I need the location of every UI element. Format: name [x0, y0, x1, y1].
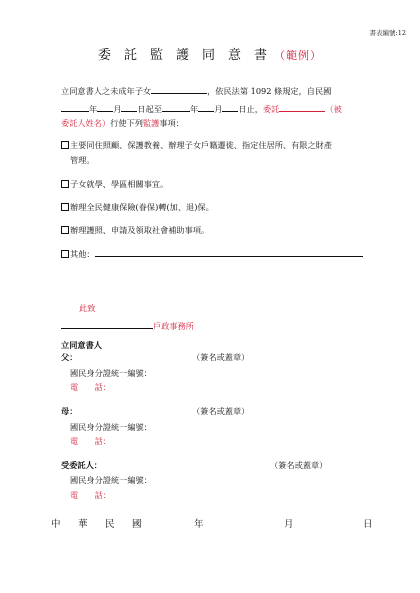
- mother-id-label: 國民身分證統一編號：: [70, 422, 152, 432]
- month-label: 月: [214, 104, 223, 114]
- entrustee-name-blank: [279, 102, 325, 112]
- entrustee-label: 受委託人：: [61, 460, 102, 470]
- father-id-label: 國民身分證統一編號：: [70, 368, 152, 378]
- parties-header: 立同意書人: [61, 340, 102, 350]
- title-main: 委託監護同意書: [97, 48, 280, 63]
- item-label: 其他：: [70, 249, 95, 259]
- month-label: 月: [113, 104, 122, 114]
- item-checkbox[interactable]: [61, 226, 69, 234]
- item-checkbox[interactable]: [61, 203, 69, 211]
- year-from-blank: [61, 102, 89, 112]
- child-name-blank: [151, 84, 207, 94]
- father-phone-label: 電 話：: [70, 382, 111, 392]
- document-title: [0, 44, 420, 63]
- item-row-2: [61, 178, 168, 191]
- intro-line-1: [61, 84, 331, 98]
- date-month: 月: [284, 519, 294, 530]
- year-label: 年: [89, 104, 98, 114]
- item-label: 辦理全民健康保險(眷保)轉(加、退)保。: [70, 202, 214, 212]
- item-checkbox[interactable]: [61, 180, 69, 188]
- date-year: 年: [194, 519, 204, 530]
- entrustee-sign: （簽名或蓋章）: [270, 460, 328, 470]
- item-checkbox[interactable]: [61, 141, 69, 149]
- item-row-5: [61, 247, 363, 261]
- day-to-blank: [222, 102, 238, 112]
- item-row-1: [61, 139, 332, 152]
- intro-text: 立同意書人之未成年子女: [61, 86, 152, 96]
- mother-label: 母：: [61, 406, 78, 416]
- month-to-blank: [198, 102, 214, 112]
- year-label: 年: [189, 104, 199, 114]
- intro-line-3: [61, 117, 184, 130]
- entrustee-hint: 被: [333, 104, 342, 114]
- entrustee-hint-paren: ）: [101, 118, 111, 128]
- intro-line-2: [61, 102, 342, 116]
- ci-zhi: 此致: [79, 303, 96, 313]
- day-from-label: 日起至: [137, 104, 162, 114]
- item-row-1-cont: [70, 154, 95, 167]
- office-line: [61, 319, 194, 333]
- office-name-blank: [61, 319, 153, 329]
- father-label: 父：: [61, 352, 78, 362]
- mother-sign: （簽名或蓋章）: [192, 406, 250, 416]
- item-checkbox[interactable]: [61, 250, 69, 258]
- item-label: 子女就學、學區相關事宜。: [70, 179, 169, 189]
- item-label: 管理。: [70, 155, 95, 165]
- intro-text: 事項：: [159, 118, 184, 128]
- other-blank[interactable]: [95, 247, 363, 257]
- day-end-label: 日止，: [238, 104, 263, 114]
- item-label: 主要同住照顧、保護教養、辦理子女戶籍遷徙、指定住居所、有限之財產: [70, 140, 333, 150]
- month-from-blank: [97, 102, 113, 112]
- entrustee-hint: 委託人姓名: [61, 118, 102, 128]
- intro-text: ，依民法第 1092 條規定，自民國: [207, 86, 332, 96]
- office-label: 戶政事務所: [153, 321, 194, 331]
- intro-text: 行使下列: [110, 118, 143, 128]
- entrustee-phone-label: 電 話：: [70, 490, 111, 500]
- year-to-blank: [162, 102, 190, 112]
- father-sign: （簽名或蓋章）: [192, 352, 250, 362]
- date-day: 日: [363, 519, 373, 530]
- entrustee-hint-paren: （: [325, 104, 334, 114]
- date-country: 中 華 民 國: [51, 519, 146, 530]
- entrust-word: 委託: [262, 104, 280, 114]
- item-row-3: [61, 201, 214, 214]
- title-example-note: （範例）: [274, 49, 322, 62]
- mother-phone-label: 電 話：: [70, 436, 111, 446]
- document-code: 書表編號:12: [369, 29, 406, 37]
- item-row-4: [61, 224, 209, 237]
- guardian-word: 監護: [142, 118, 160, 128]
- entrustee-id-label: 國民身分證統一編號：: [70, 475, 152, 485]
- day-from-blank: [121, 102, 137, 112]
- item-label: 辦理護照、申請及領取社會補助事項。: [70, 225, 210, 235]
